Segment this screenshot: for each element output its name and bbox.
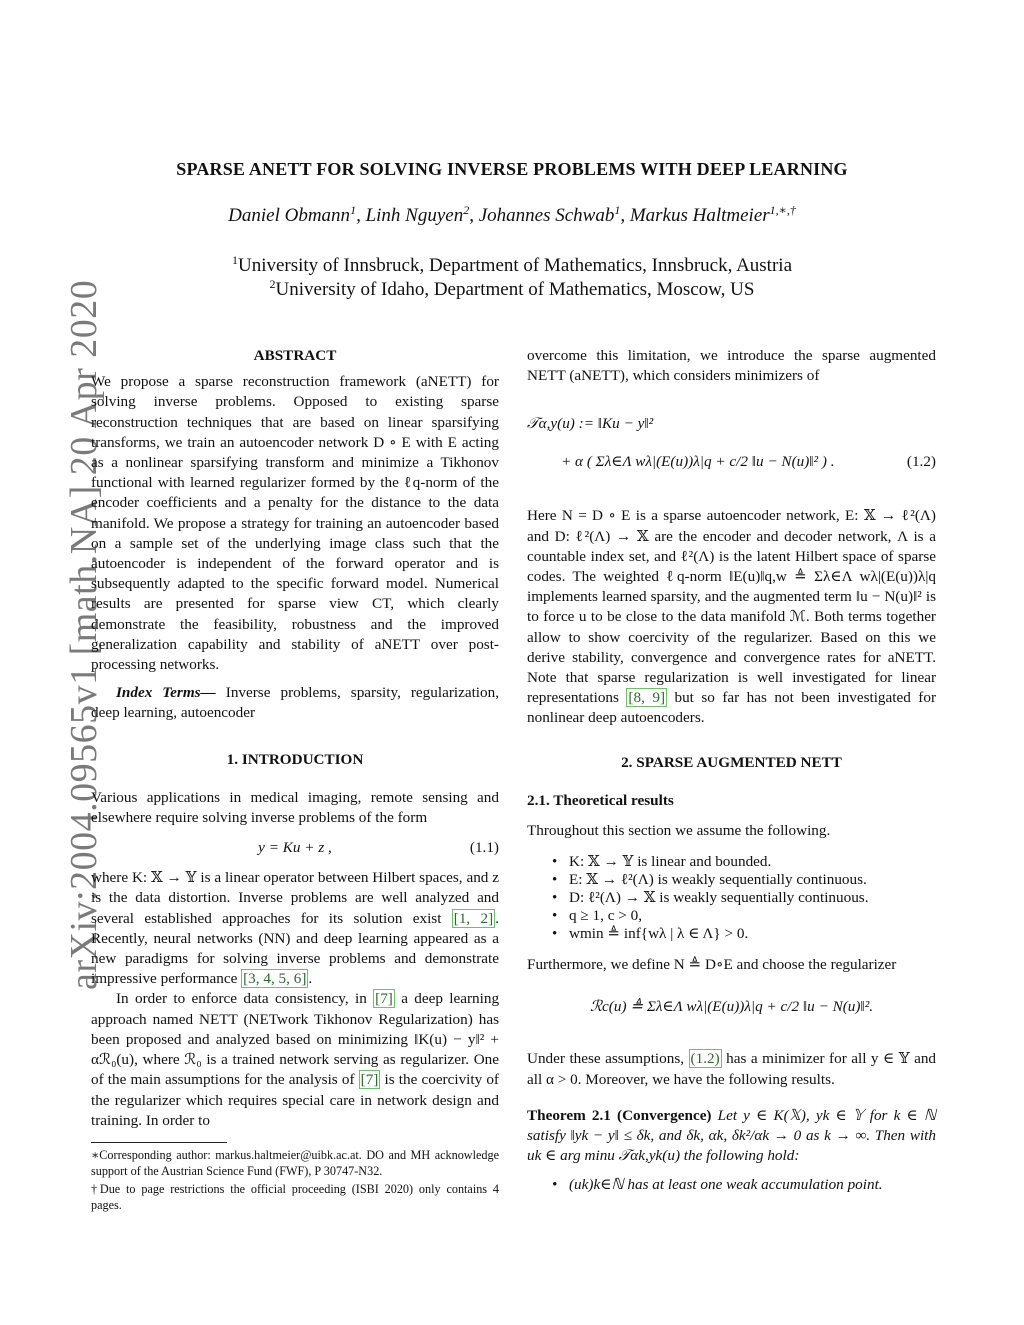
list-item: • (uk)k∈ℕ has at least one weak accumulation point. xyxy=(527,1176,936,1194)
paragraph: Under these assumptions, (1.2) has a minimizer for all y ∈ 𝕐 and all α > 0. Moreover, we have the following results. xyxy=(527,1050,937,1088)
citation-link[interactable]: [3, 4, 5, 6] xyxy=(243,970,307,988)
equation-number: (1.1) xyxy=(469,839,499,857)
paragraph: Throughout this section we assume the following. xyxy=(527,822,831,840)
assumption-list xyxy=(527,853,936,943)
equation-1-2: 𝒯α,y(u) := ‖Ku − y‖² + α ( Σλ∈Λ wλ|(E(u))λ|q + c/2 ‖u − N(u)‖² ) . (1.2) xyxy=(527,402,936,488)
affiliation: $^1$University of Innsbruck, Department of Mathematics, Innsbruck, Austria xyxy=(231,253,793,276)
author: Markus Haltmeier xyxy=(629,205,770,226)
paragraph: overcome this limitation, we introduce the sparse augmented NETT (aNETT), which considers minimizers of xyxy=(527,347,936,385)
equation-number: (1.2) xyxy=(906,453,936,471)
arxiv-watermark: arXiv:2004.09565v1 [math.NA] 20 Apr 2020 xyxy=(63,279,105,990)
theorem-label: Theorem 2.1 (Convergence) xyxy=(527,1106,712,1124)
citation-link[interactable]: [7] xyxy=(375,990,393,1008)
footnote: ∗Corresponding author: markus.haltmeier@uibk.ac.at. DO and MH acknowledge support of the Austrian Science Fund (FWF), P 30747-N32. xyxy=(91,1148,499,1178)
paragraph: Here N = D ∘ E is a sparse autoencoder network, E: 𝕏 → ℓ²(Λ) and D: ℓ²(Λ) → 𝕏 are the encoder and decoder network, Λ is a countable index set, and ℓ²(Λ) is the latent Hilbert space of sparse codes. The weighted ℓq-norm ‖E(u)‖q,w ≜ Σλ∈Λ wλ|(E(u))λ|q implements learned sparsity, and the augmented term ‖u − N(u)‖² is to force u to be close to the data manifold ℳ. Both terms together allow to show coercivity of the regularizer. Based on this we derive stability, convergence and convergence rates for aNETT. Note that sparse regularization is well investigated for linear representations [8, 9] but so far has not been investigated for nonlinear deep autoencoders. xyxy=(527,507,937,727)
author: Linh Nguyen xyxy=(365,205,464,226)
paragraph: where K: 𝕏 → 𝕐 is a linear operator between Hilbert spaces, and z is the data distortion. Inverse problems are well analyzed and several established approaches for its solution exist [1, 2] . Recently, neural networks (NN) and deep learning appeared as a new paradigms for solving inverse problems and demonstrate impressive performance [3, 4, 5, 6] . xyxy=(91,869,500,988)
paper-title: SPARSE ANETT FOR SOLVING INVERSE PROBLEMS WITH DEEP LEARNING xyxy=(176,159,848,179)
subsection-heading: 2.1. Theoretical results xyxy=(527,791,674,809)
theorem-result-list xyxy=(527,1176,936,1194)
author: Johannes Schwab xyxy=(478,205,615,226)
section-heading-introduction: 1. INTRODUCTION xyxy=(226,750,364,768)
abstract-heading: ABSTRACT xyxy=(253,347,337,364)
footnote-rule xyxy=(91,1142,227,1143)
paragraph: Various applications in medical imaging, remote sensing and elsewhere require solving inverse problems of the form xyxy=(91,788,499,827)
author-list: Daniel Obmann$^1$, Linh Nguyen$^2$, Johannes Schwab$^1$, Markus Haltmeier$^{1,∗,\dagger}$ xyxy=(228,203,796,226)
footnote: †Due to page restrictions the official proceeding (ISBI 2020) only contains 4 pages. xyxy=(91,1182,499,1212)
right-column xyxy=(527,346,936,1194)
section-heading-sparse-augmented-nett: 2. SPARSE AUGMENTED NETT xyxy=(621,753,842,771)
list-item: • wmin ≜ inf{wλ | λ ∈ Λ} > 0. xyxy=(527,925,936,943)
author: Daniel Obmann xyxy=(228,205,351,226)
citation-link[interactable]: [8, 9] xyxy=(628,689,665,707)
list-item: • D: ℓ²(Λ) → 𝕏 is weakly sequentially continuous. xyxy=(527,889,936,907)
theorem: Theorem 2.1 (Convergence) Let y ∈ K(𝕏), yk ∈ 𝕐 for k ∈ ℕ satisfy ‖yk − y‖ ≤ δk, and δk, αk, δk²/αk → 0 as k → ∞. Then with uk ∈ arg minu 𝒯αk,yk(u) the following hold: xyxy=(527,1106,937,1165)
paragraph: Furthermore, we define N ≜ D∘E and choose the regularizer xyxy=(527,956,897,974)
equation-reference-link[interactable]: (1.2) xyxy=(690,1050,720,1068)
footnotes xyxy=(91,1142,499,1213)
abstract-text: We propose a sparse reconstruction framework (aNETT) for solving inverse problems. Opposed to existing sparse reconstruction techniques that are based on linear sparsifying transforms, we train an autoencoder network D ∘ E with E acting as a nonlinear sparsifying transform and minimize a Tikhonov functional with learned regularizer formed by the ℓq-norm of the encoder coefficients and a penalty for the distance to the data manifold. We propose a strategy for training an autoencoder based on a sample set of the underlying image class such that the autoencoder is independent of the forward operator and is subsequently adapted to the specific forward model. Numerical results are presented for sparse view CT, which clearly demonstrate the feasibility, robustness and the improved generalization capability and stability of aNETT over post-processing networks. xyxy=(91,373,499,674)
citation-link[interactable]: [1, 2] xyxy=(453,909,494,927)
list-item: • E: 𝕏 → ℓ²(Λ) is weakly sequentially continuous. xyxy=(527,871,936,889)
left-column xyxy=(91,346,499,1131)
list-item: • q ≥ 1, c > 0, xyxy=(527,907,936,925)
citation-link[interactable]: [7] xyxy=(360,1071,379,1089)
affiliation: $^2$University of Idaho, Department of Mathematics, Moscow, US xyxy=(269,277,755,300)
equation-1-1: y = Ku + z , (1.1) xyxy=(91,838,499,858)
list-item: • K: 𝕏 → 𝕐 is linear and bounded. xyxy=(527,853,936,871)
index-terms: Index Terms— Inverse problems, sparsity, regularization, deep learning, autoencoder xyxy=(91,684,500,722)
paragraph: In order to enforce data consistency, in [7] a deep learning approach named NETT (NETwork Tikhonov Regularization) has been proposed and analyzed based on minimizing ‖K(u) − y‖² + αℛ₀(u), where ℛ₀ is a trained network serving as regularizer. One of the main assumptions for the analysis of [7] is the coercivity of the regularizer which requires special care in network design and training. In order to xyxy=(91,990,500,1129)
equation-regularizer: ℛc(u) ≜ Σλ∈Λ wλ|(E(u))λ|q + c/2 ‖u − N(u)‖². xyxy=(589,998,874,1016)
